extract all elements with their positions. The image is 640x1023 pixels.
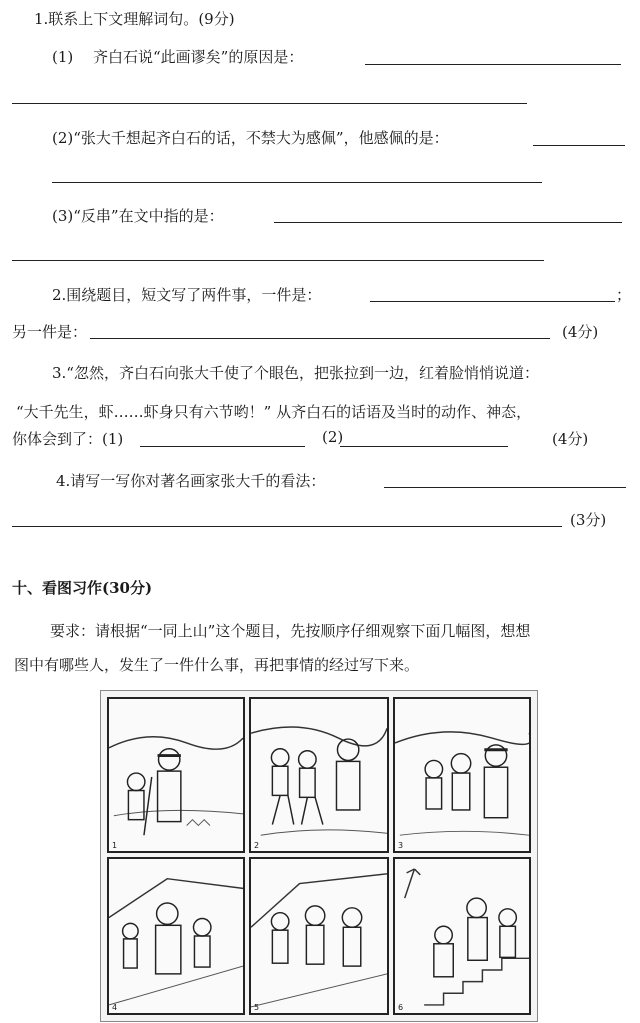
section10-req1: 要求：请根据“一同上山”这个题目，先按顺序仔细观察下面几幅图，想想 (50, 622, 531, 640)
comic-panel-3-art (395, 699, 529, 851)
q4-blank-b[interactable] (12, 526, 562, 527)
q2-line1: 2.围绕题目，短文写了两件事，一件是： (52, 286, 322, 304)
comic-panel-4-number: 4 (112, 1003, 118, 1012)
section10-req2: 图中有哪些人，发生了一件什么事，再把事情的经过写下来。 (14, 656, 420, 674)
q4-blank-a[interactable] (384, 487, 626, 488)
q3-line3b: (2) (322, 428, 344, 446)
q1-sub1-blank-a[interactable] (365, 64, 621, 65)
comic-panel-6-number: 6 (398, 1003, 404, 1012)
q3-score: (4分) (552, 430, 589, 448)
comic-panel-5-number: 5 (254, 1003, 260, 1012)
q1-sub1: (1) 齐白石说“此画谬矣”的原因是： (52, 48, 304, 66)
comic-panel-5 (249, 857, 389, 1015)
comic-panel-1-number: 1 (112, 841, 118, 850)
comic-panel-5-art (251, 859, 387, 1013)
q1-sub2-blank-b[interactable] (52, 182, 542, 183)
q2-semicolon: ； (616, 286, 632, 304)
q3-line2: “大千先生，虾……虾身只有六节哟！” 从齐白石的话语及当时的动作、神态， (16, 403, 532, 421)
q1-sub1-blank-b[interactable] (12, 103, 527, 104)
comic-panel-1 (107, 697, 245, 853)
q1-title: 1.联系上下文理解词句。(9分) (34, 10, 235, 28)
comic-panel-2 (249, 697, 389, 853)
comic-panel-3-number: 3 (398, 841, 404, 850)
q4-line1: 4.请写一写你对著名画家张大千的看法： (56, 472, 326, 490)
comic-panel-3 (393, 697, 531, 853)
comic-strip (100, 690, 538, 1022)
comic-panel-1-art (109, 699, 243, 851)
q3-line3a: 你体会到了：(1) (12, 430, 124, 448)
comic-panel-2-number: 2 (254, 841, 260, 850)
section10-title: 十、看图习作(30分) (12, 579, 153, 597)
comic-panel-6-art (395, 859, 529, 1013)
q3-line1: 3.“忽然，齐白石向张大千使了个眼色，把张拉到一边，红着脸悄悄说道： (52, 364, 539, 382)
q1-sub3: (3)“反串”在文中指的是： (52, 207, 224, 225)
q1-sub2-blank-a[interactable] (533, 145, 625, 146)
q2-score: (4分) (562, 323, 599, 341)
q4-score: (3分) (570, 511, 607, 529)
q2-blank-a[interactable] (370, 301, 615, 302)
comic-panel-6 (393, 857, 531, 1015)
comic-panel-4 (107, 857, 245, 1015)
comic-panel-2-art (251, 699, 387, 851)
q1-sub3-blank-a[interactable] (274, 222, 622, 223)
q2-blank-b[interactable] (90, 338, 550, 339)
q3-blank-2[interactable] (340, 446, 508, 447)
comic-panel-4-art (109, 859, 243, 1013)
q3-blank-1[interactable] (140, 446, 305, 447)
q2-line2: 另一件是： (12, 323, 88, 341)
q1-sub3-blank-b[interactable] (12, 260, 544, 261)
q1-sub2: (2)“张大千想起齐白石的话，不禁大为感佩”，他感佩的是： (52, 129, 449, 147)
